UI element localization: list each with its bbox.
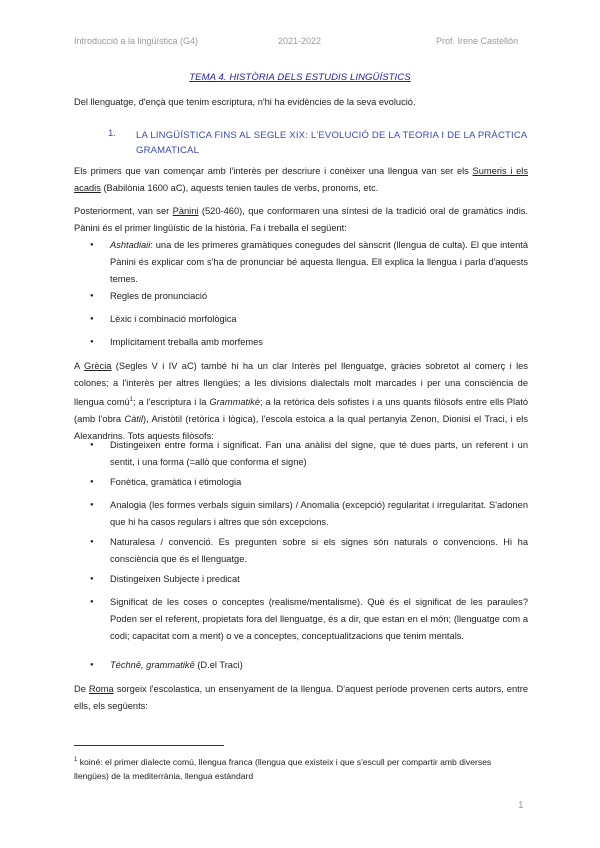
list-item: ● Distingeixen Subjecte i predicat [110,571,528,588]
paragraph-panini: Posteriorment, van ser Pànini (520-460), que conformaren una síntesi de la tradició oral de gramàtics indis. Pànini és el primer lingüístic de la història. Fa i treballa el següent: [74,206,528,233]
header-course: Introducció a la lingüística (G4) [74,36,199,46]
intro-paragraph: Del llenguatge, d'ençà que tenim escriptura, n'hi ha evidències de la seva evolució. [74,97,416,107]
paragraph-sumeris: Els primers que van començar amb l'interès per descriure i conèixer una llengua van ser els Sumeris i els acadis (Babilònia 1600 aC), aquests tenien taules de verbs, pronoms, etc. [74,166,529,193]
link-panini[interactable]: Pànini [172,206,199,216]
section-number: 1. [108,128,116,139]
header-year: 2021-2022 [278,36,322,46]
list-item: ● Analogia (les formes verbals siguin similars) / Anomalia (excepció) regularitat i irregularitat. S'adonen que hi ha casos regulars i altres que són excepcions. [110,497,528,531]
list-item: ● Distingeixen entre forma i significat. Fan una anàlisi del signe, que té dues parts, un referent i un sentit, i una forma (=allò que conforma el signe) [110,437,528,471]
list-item: ● Fonètica, gramàtica i etimologia [110,474,528,491]
list-item: ● Ashtadiaii: una de les primeres gramàtiques conegudes del sànscrit (llengua de culta). El que intentà Pànini és explicar com s'ha de pronunciar bé aquesta llengua. Ell explica la llengua i parla d'aquests temes. [110,237,528,288]
list-item: ● Implícitament treballa amb morfemes [110,334,528,351]
link-grecia[interactable]: Grècia [84,361,112,371]
footnote-ref[interactable]: 1 [129,397,133,403]
link-roma[interactable]: Roma [88,684,114,694]
section-title: LA LINGÜÍSTICA FINS AL SEGLE XIX: L'EVOLUCIÓ DE LA TEORIA I DE LA PRÀCTICA GRAMATICAL [136,130,527,156]
page-title: TEMA 4. HISTÒRIA DELS ESTUDIS LINGÜÍSTICS [189,72,411,83]
list-item: ● Téchnē, grammatikē (D.el Traci) [110,657,528,674]
link-sumeris[interactable]: Sumeris i els acadis [74,166,529,193]
footnote-divider [74,745,224,746]
list-item: ● Naturalesa / convenció. Es pregunten sobre si els signes són naturals o convencions. Hi ha consciència que és el llenguatge. [110,534,528,568]
list-item: ● Significat de les coses o conceptes (realisme/mentalisme). Què és el significat de les paraules? Poden ser el referent, propietats fora del llenguatge, és a dir, que estan en el món; (llenguatge com a codi; capacitat com a ment) o ve a conceptes, conceptualitzacions que tenim mentals. [110,594,528,645]
header-professor: Prof. Irene Castellón [436,36,519,46]
list-item: ● Lèxic i combinació morfològica [110,311,528,328]
page-number: 1 [518,800,524,811]
paragraph-grecia: A Grècia (Segles V i IV aC) també hi ha un clar Interès pel llenguatge, gràcies sobretot al comerç i les colones; a l'interès per altres llengües; a les divisions dialectals molt marcades i per una consciència de llengua comú$^1$; a l'escriptura i la Grammatikè; a la retòrica dels sofistes i a uns quants filòsofs entre ells Plató (amb l'obra Càtil), Aristòtil (retòrica i lògica), l'escola estoica a la qual pertanyia Zenon, Dionisi el Traci, i els Alexandrins. Tots aquests filòsofs: [74,361,528,442]
paragraph-roma: De Roma sorgeix l'escolastica, un ensenyament de la llengua. D'aquest període provenen certs autors, entre ells, els següents: [74,684,528,711]
list-item: ● Regles de pronunciació [110,288,528,305]
footnote: $^1$ koiné: el primer dialecte comú, llengua franca (llengua que existeix i que s'escull per compartir amb diverses llengües) de la mediterrània, llengua estàndard [74,756,492,781]
